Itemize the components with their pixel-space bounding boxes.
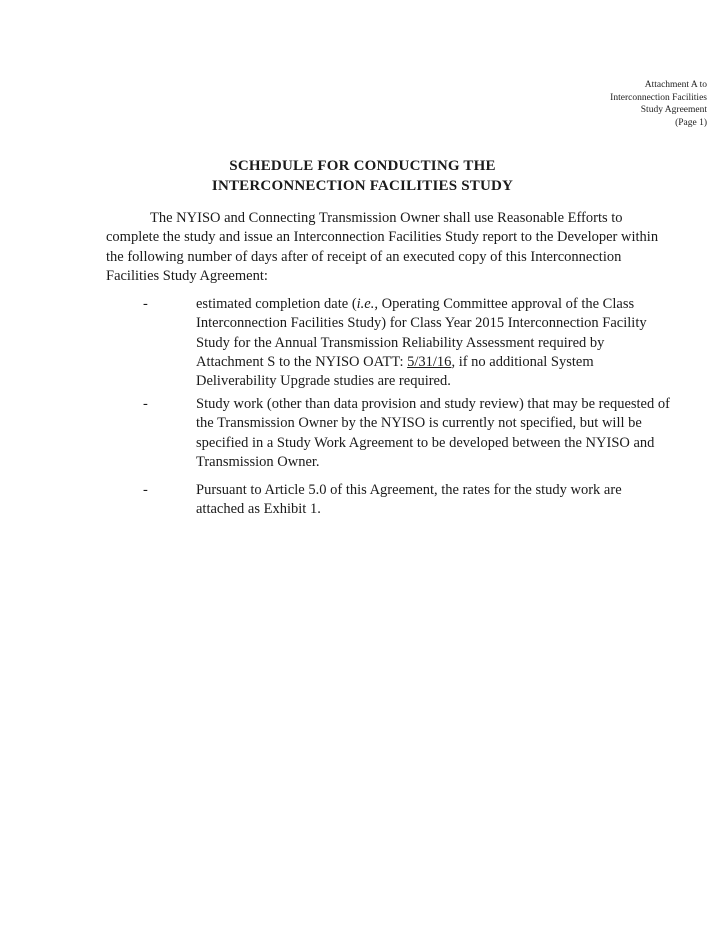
attachment-header-line: Study Agreement	[640, 105, 707, 115]
list-item-line: Study work (other than data provision and study review) that may be requested of	[196, 396, 670, 412]
intro-line: complete the study and issue an Interconnection Facilities Study report to the Developer within	[106, 229, 659, 246]
list-item-line: specified in a Study Work Agreement to be developed between the NYISO and	[196, 434, 655, 451]
bullet-dash: -	[143, 482, 148, 498]
attachment-header-line: Attachment A to	[644, 80, 707, 90]
list-item-line	[196, 353, 696, 372]
text-span: , if no additional System	[451, 353, 594, 370]
list-item-text	[196, 295, 696, 391]
list-item-line: Pursuant to Article 5.0 of this Agreement, the rates for the study work are	[196, 482, 622, 498]
attachment-header-line: Interconnection Facilities	[610, 92, 707, 103]
document-title	[0, 156, 725, 196]
intro-paragraph	[106, 209, 684, 286]
list-item-line: attached as Exhibit 1.	[196, 501, 321, 518]
list-item-text	[196, 481, 696, 520]
list-item-line: Interconnection Facilities Study) for Class Year 2015 Interconnection Facility	[196, 315, 647, 332]
list-item-text	[196, 395, 696, 472]
text-span: estimated completion date (	[196, 296, 357, 312]
intro-line: The NYISO and Connecting Transmission Owner shall use Reasonable Efforts to	[150, 210, 623, 226]
attachment-header	[610, 79, 707, 129]
bullet-dash: -	[143, 296, 148, 312]
bullet-dash: -	[143, 396, 148, 412]
list-item-line: Study for the Annual Transmission Reliability Assessment required by	[196, 334, 605, 351]
intro-line: Facilities Study Agreement:	[106, 267, 268, 284]
list-item-line	[196, 295, 696, 314]
italic-abbreviation: i.e.,	[356, 296, 378, 312]
list-item-line: Transmission Owner.	[196, 453, 320, 470]
text-span: Operating Committee approval of the Class	[378, 296, 635, 312]
intro-line: the following number of days after of receipt of an executed copy of this Interconnection	[106, 248, 622, 265]
document-title-line-2: INTERCONNECTION FACILITIES STUDY	[211, 178, 514, 194]
list-item-line: the Transmission Owner by the NYISO is currently not specified, but will be	[196, 415, 642, 432]
document-title-line-1: SCHEDULE FOR CONDUCTING THE	[229, 158, 496, 174]
attachment-header-line: (Page 1)	[675, 117, 707, 128]
completion-date: 5/31/16	[407, 353, 452, 370]
list-item-line: Deliverability Upgrade studies are required.	[196, 373, 451, 390]
text-span: Attachment S to the NYISO OATT:	[196, 353, 408, 370]
